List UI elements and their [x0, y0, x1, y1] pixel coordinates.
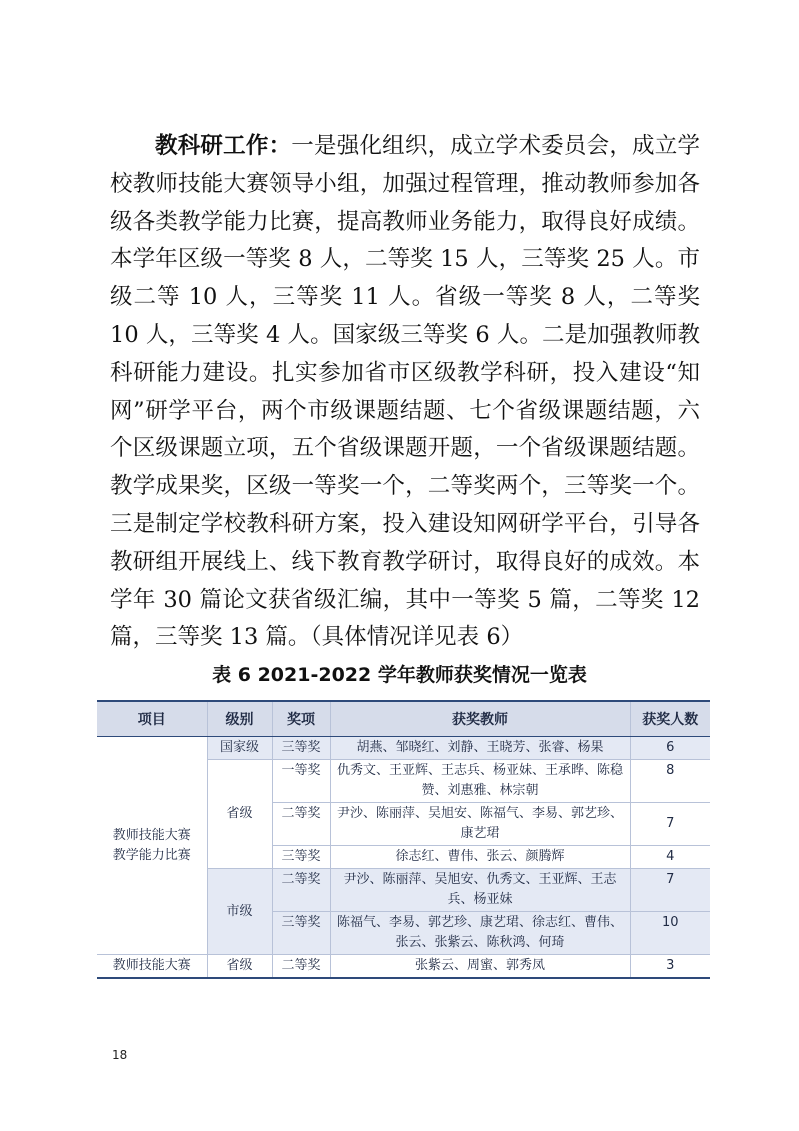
teachers-cell: 尹沙、陈丽萍、吴旭安、陈福气、李易、郭艺珍、康艺珺: [330, 803, 630, 846]
page-number: 18: [112, 1048, 128, 1062]
teachers-cell: 尹沙、陈丽萍、吴旭安、仇秀文、王亚辉、王志兵、杨亚妹: [330, 869, 630, 912]
teachers-cell: 张紫云、周蜜、郭秀凤: [330, 955, 630, 979]
level-cell: 国家级: [207, 737, 272, 760]
body-paragraph: [110, 128, 700, 657]
count-cell: 7: [630, 803, 710, 846]
count-cell: 8: [630, 760, 710, 803]
project-cell: 教师技能大赛教学能力比赛: [97, 737, 207, 955]
project-cell: 教师技能大赛: [97, 955, 207, 979]
teachers-cell: 胡燕、邹晓红、刘静、王晓芳、张睿、杨果: [330, 737, 630, 760]
award-cell: 三等奖: [272, 846, 330, 869]
paragraph-text: 一是强化组织，成立学术委员会，成立学校教师技能大赛领导小组，加强过程管理，推动教师参加各级各类教学能力比赛，提高教师业务能力，取得良好成绩。本学年区级一等奖 8 人，二等奖 15 人，三等奖 25 人。市级二等 10 人，三等奖 11 人。省级一等奖 8 人，二等奖 10 人，三等奖 4 人。国家级三等奖 6 人。二是加强教师教科研能力建设。扎实参加省市区级教学科研，投入建设“知网”研学平台，两个市级课题结题、七个省级课题结题，六个区级课题立项，五个省级课题开题，一个省级课题结题。教学成果奖，区级一等奖一个，二等奖两个，三等奖一个。三是制定学校教科研方案，投入建设知网研学平台，引导各教研组开展线上、线下教育教学研讨，取得良好的成效。本学年 30 篇论文获省级汇编，其中一等奖 5 篇，二等奖 12 篇，三等奖 13 篇。（具体情况详见表 6）: [110, 133, 700, 651]
table-row: [97, 737, 710, 760]
paragraph-lead: 教科研工作：: [155, 133, 292, 159]
award-cell: 三等奖: [272, 912, 330, 955]
table-caption: 表 6 2021-2022 学年教师获奖情况一览表: [212, 664, 587, 686]
level-cell: 省级: [207, 955, 272, 979]
count-cell: 7: [630, 869, 710, 912]
teachers-cell: 徐志红、曹伟、张云、颜腾辉: [330, 846, 630, 869]
table-header-row: [97, 701, 710, 737]
level-cell: 省级: [207, 760, 272, 869]
count-cell: 6: [630, 737, 710, 760]
header-count: 获奖人数: [630, 701, 710, 737]
teachers-cell: 陈福气、李易、郭艺珍、康艺珺、徐志红、曹伟、张云、张紫云、陈秋鸿、何琦: [330, 912, 630, 955]
header-project: 项目: [97, 701, 207, 737]
count-cell: 3: [630, 955, 710, 979]
award-cell: 三等奖: [272, 737, 330, 760]
level-cell: 市级: [207, 869, 272, 955]
header-teachers: 获奖教师: [330, 701, 630, 737]
header-level: 级别: [207, 701, 272, 737]
header-award: 奖项: [272, 701, 330, 737]
count-cell: 4: [630, 846, 710, 869]
award-cell: 二等奖: [272, 955, 330, 979]
award-cell: 二等奖: [272, 869, 330, 912]
awards-table: [97, 700, 710, 979]
award-cell: 一等奖: [272, 760, 330, 803]
teachers-cell: 仇秀文、王亚辉、王志兵、杨亚妹、王承晔、陈稳赞、刘惠雅、林宗朝: [330, 760, 630, 803]
table-row: [97, 955, 710, 979]
count-cell: 10: [630, 912, 710, 955]
award-cell: 二等奖: [272, 803, 330, 846]
